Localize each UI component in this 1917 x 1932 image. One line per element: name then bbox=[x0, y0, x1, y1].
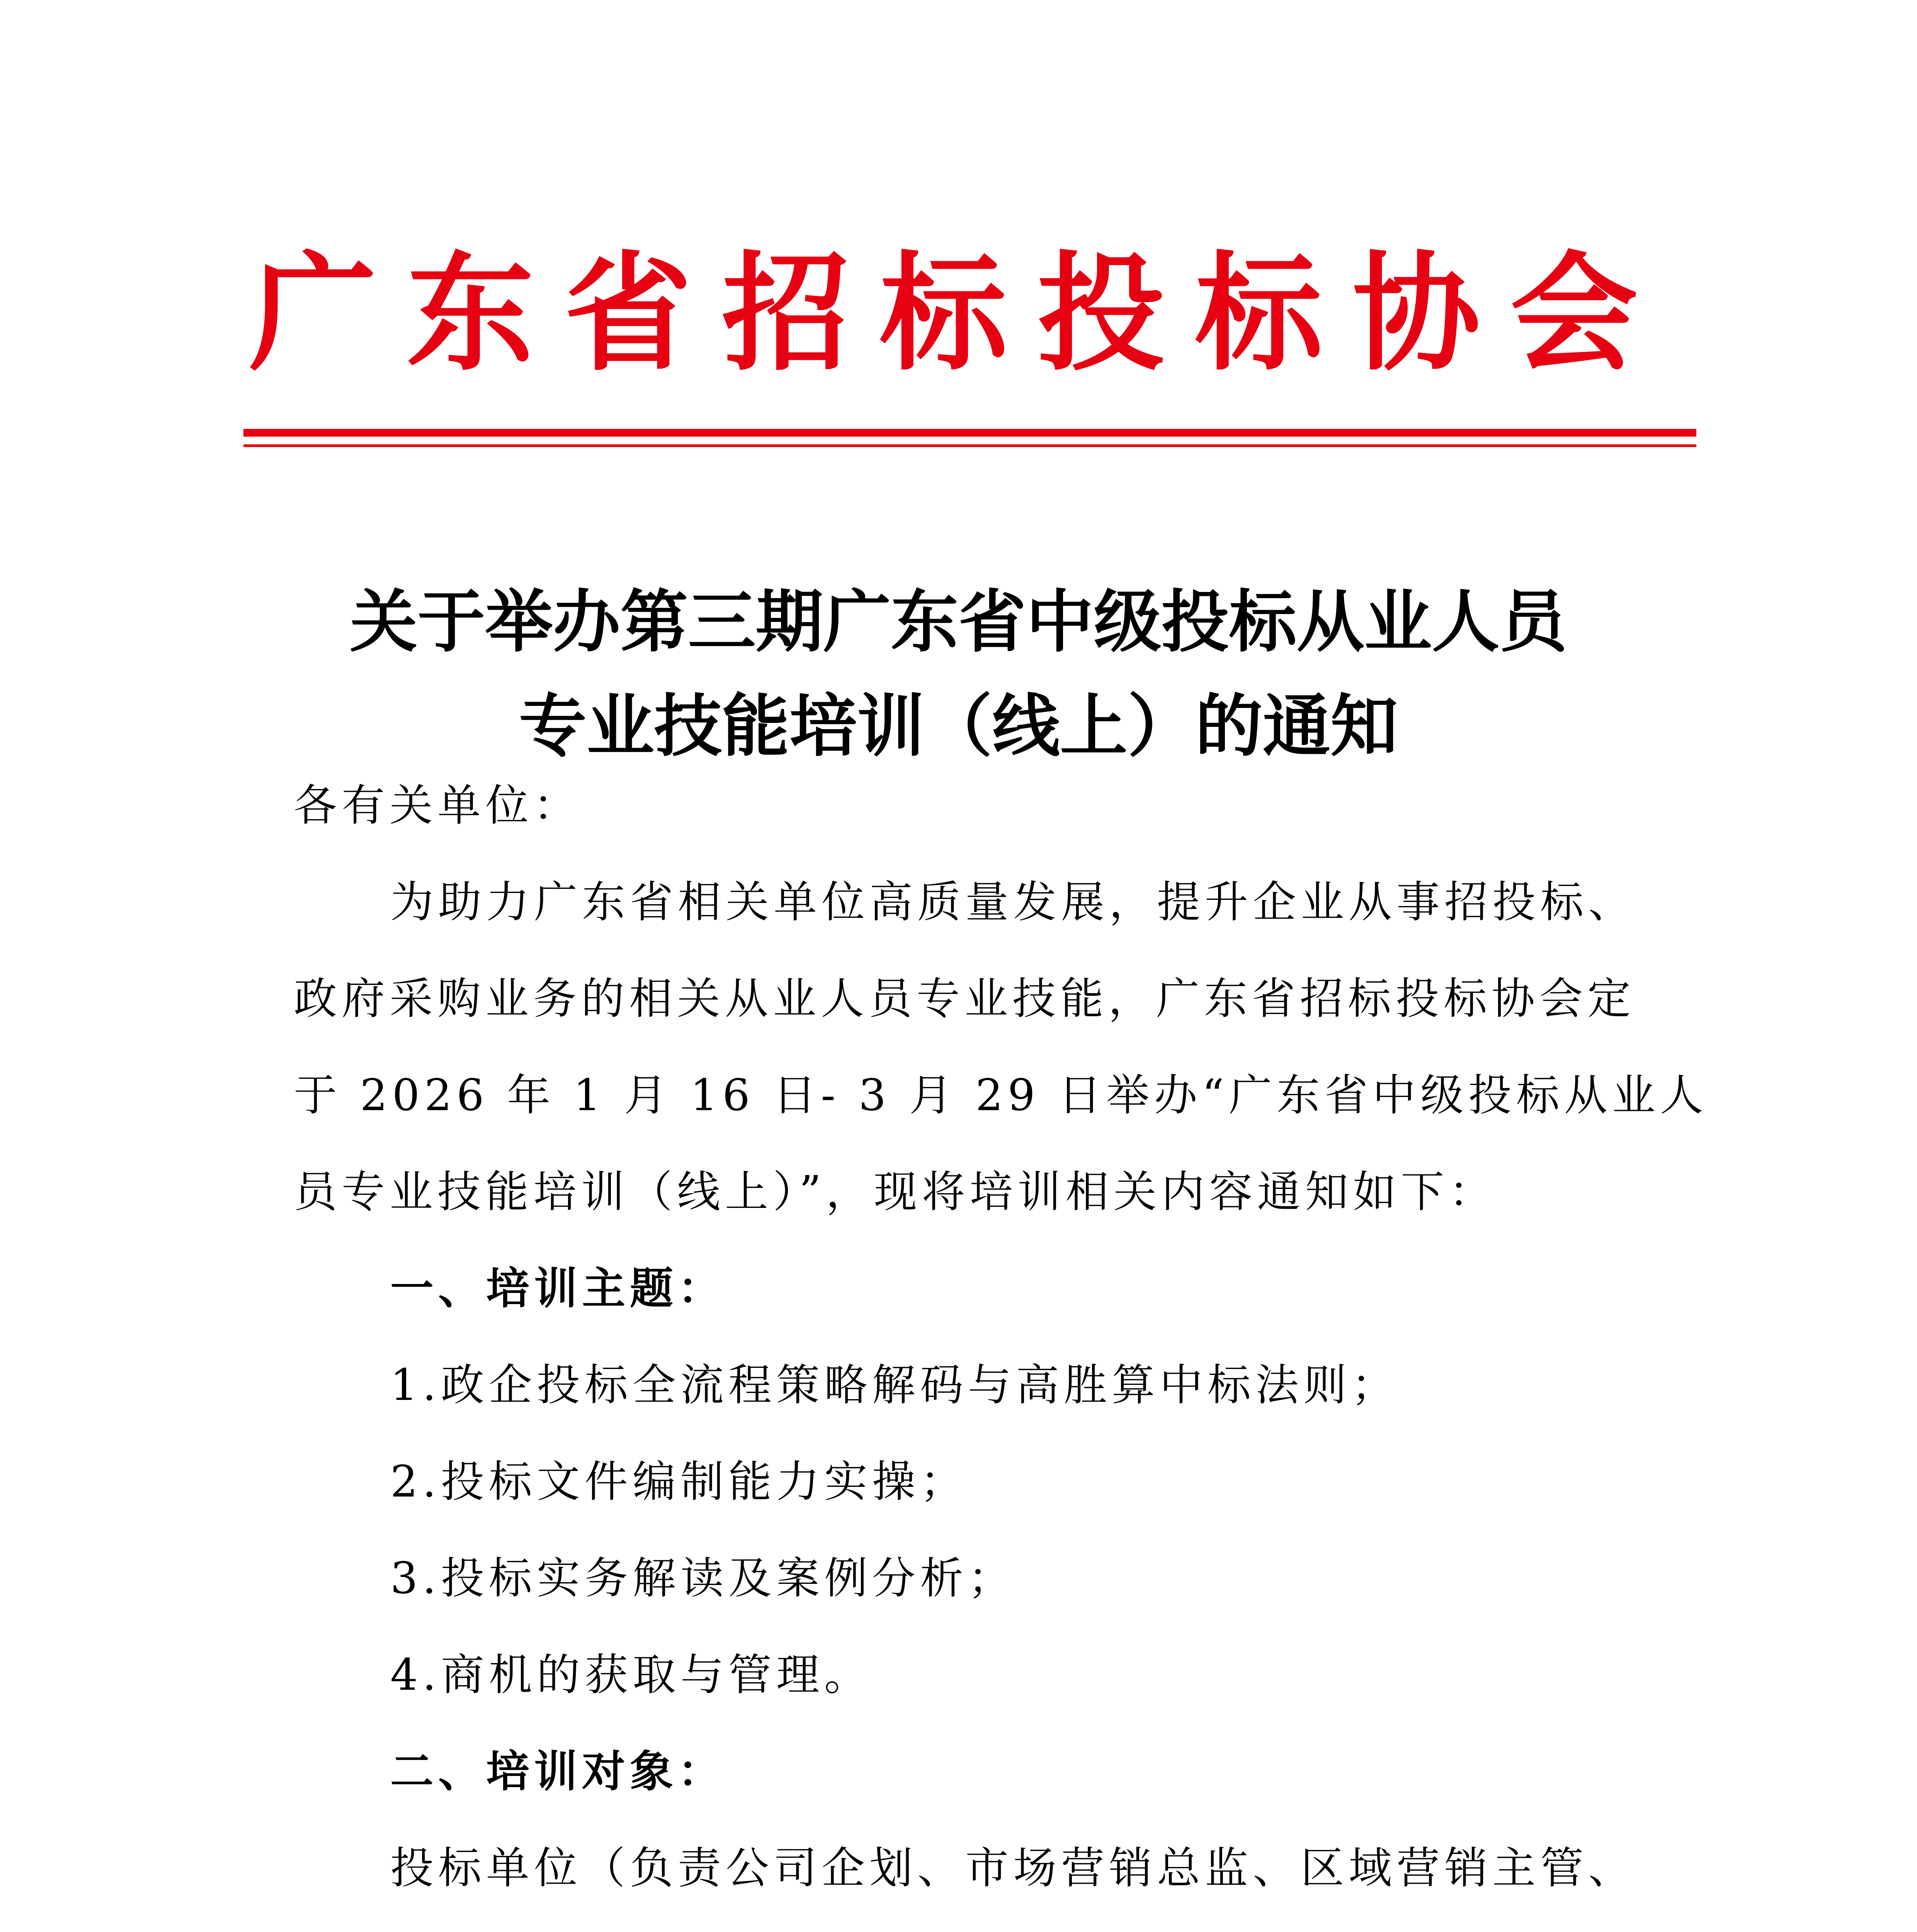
section-1-heading: 一、培训主题： bbox=[390, 1263, 726, 1314]
section-1-item-2: 2.投标文件编制能力实操； bbox=[390, 1457, 968, 1507]
letterhead-divider-thin bbox=[243, 444, 1696, 447]
section-2-heading: 二、培训对象： bbox=[390, 1746, 726, 1797]
document-title-line-2: 专业技能培训（线上）的通知 bbox=[519, 687, 1398, 766]
document-title-line-1: 关于举办第三期广东省中级投标从业人员 bbox=[350, 582, 1567, 662]
letterhead-org-name: 广东省招标投标协会 bbox=[249, 238, 1668, 388]
intro-line-2: 政府采购业务的相关从业人员专业技能，广东省招标投标协会定 bbox=[294, 974, 1635, 1024]
section-1-item-3: 3.投标实务解读及案例分析； bbox=[390, 1553, 1016, 1604]
section-1-item-1: 1.政企投标全流程策略解码与高胜算中标法则； bbox=[390, 1360, 1399, 1410]
section-2-line-1: 投标单位（负责公司企划、市场营销总监、区域营销主管、 bbox=[390, 1843, 1636, 1893]
salutation: 各有关单位： bbox=[294, 781, 581, 831]
section-1-item-4: 4.商机的获取与管理。 bbox=[390, 1650, 872, 1700]
letterhead-divider-thick bbox=[243, 429, 1696, 437]
intro-line-3: 于 2026 年 1 月 16 日- 3 月 29 日举办“广东省中级投标从业人 bbox=[294, 1070, 1708, 1121]
intro-line-4: 员专业技能培训（线上）”，现将培训相关内容通知如下： bbox=[294, 1167, 1497, 1217]
intro-line-1: 为助力广东省相关单位高质量发展，提升企业从事招投标、 bbox=[390, 877, 1636, 927]
